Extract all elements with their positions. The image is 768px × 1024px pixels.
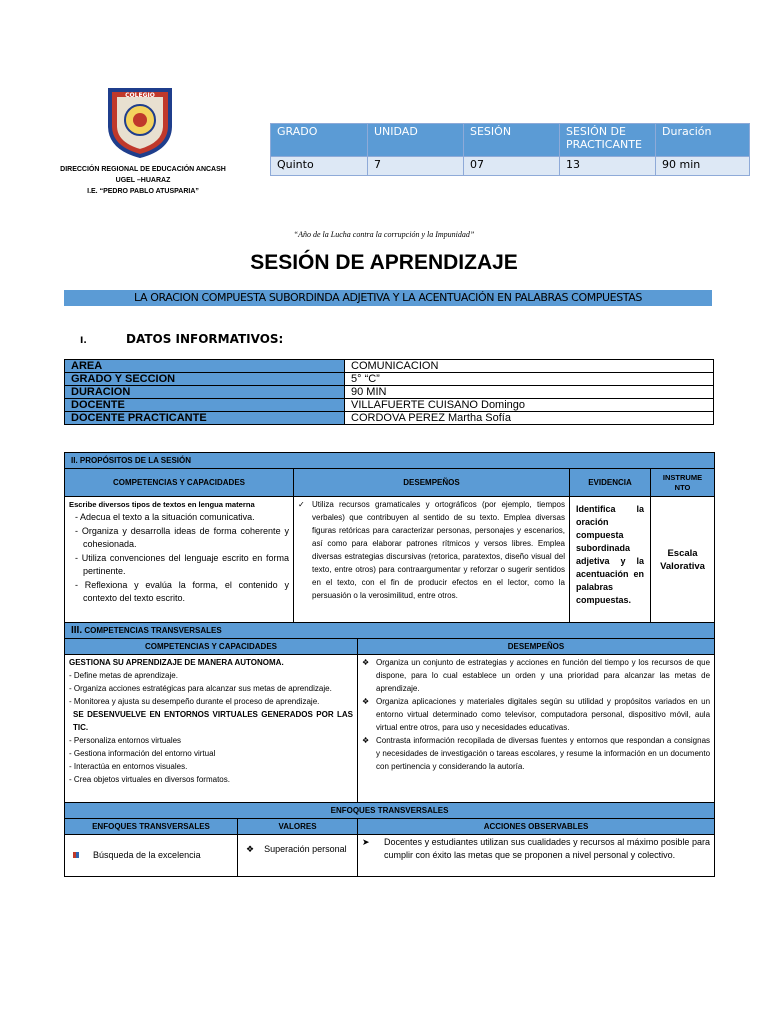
header-grado: GRADO (271, 124, 368, 157)
institution-line2: UGEL –HUARAZ (115, 177, 171, 184)
comp1-title: GESTIONA SU APRENDIZAJE DE MANERA AUTONOMA. (69, 658, 284, 667)
value-unidad: 7 (368, 157, 464, 176)
datos-row (65, 399, 714, 412)
col-acciones: ACCIONES OBSERVABLES (358, 819, 715, 835)
diamond-bullet-icon: ❖ (362, 697, 370, 706)
enfoque-text: Búsqueda de la excelencia (93, 850, 201, 860)
datos-key: DOCENTE PRACTICANTE (65, 412, 345, 425)
comp2-item: - Personaliza entornos virtuales (69, 736, 182, 745)
capacidad-item: - Utiliza convenciones del lenguaje escrito en forma pertinente. (75, 552, 290, 576)
transversales-competencias-cell (65, 655, 358, 803)
col-transversales-desempenos: DESEMPEÑOS (358, 639, 715, 655)
desempeno-text: Utiliza recursos gramaticales y ortográficos (por ejemplo, tiempos verbales) que contribuyen al sentido de su texto. Emplea diversas figuras retóricas para caracterizar personas, personajes y escenarios, así como para elaborar patrones rítmicos y versos libres. Emplea diversas estrategias discursivas (retorica, paratextos, diseño visual del texto, entre otros) para contraargumentar y reforzar o sugerir sentidos en el texto, con el fin de producir efectos en el lector, como la persuasión o la verosimilitud, entre otros. (312, 500, 565, 600)
col-evidencia: EVIDENCIA (570, 469, 651, 497)
col-valores: VALORES (238, 819, 358, 835)
accion-cell (358, 835, 715, 877)
institution-line3: I.E. “PEDRO PABLO ATUSPARIA” (87, 188, 199, 195)
transversal-desempeno: Organiza un conjunto de estrategias y acciones en función del tiempo y los recursos de que dispone, para lo cual establece un orden y una prioridad para alcanzar las metas de aprendizaje. (376, 658, 711, 693)
transversales-title (65, 623, 715, 639)
accion-text: Docentes y estudiantes utilizan sus cualidades y recursos al máximo posible para cumplir con éxito las metas que se proponen a nivel personal y colectivo. (384, 837, 711, 860)
value-grado: Quinto (271, 157, 368, 176)
enfoque-cell (65, 835, 238, 877)
competencia-cell (65, 497, 294, 623)
multicolor-bullet-icon (73, 852, 79, 858)
check-icon: ✓ (298, 500, 305, 509)
datos-key: DURACION (65, 386, 345, 399)
header-sesion: SESIÓN (464, 124, 560, 157)
col-transversales-competencias: COMPETENCIAS Y CAPACIDADES (65, 639, 358, 655)
col-desempenos: DESEMPEÑOS (294, 469, 570, 497)
header-sesion-practicante: SESIÓN DE PRACTICANTE (560, 124, 656, 157)
value-sesion: 07 (464, 157, 560, 176)
datos-row (65, 373, 714, 386)
col-competencias: COMPETENCIAS Y CAPACIDADES (65, 469, 294, 497)
datos-table (64, 359, 714, 425)
competencia-title: Escribe diversos tipos de textos en lengua materna (69, 500, 255, 509)
diamond-bullet-icon: ❖ (362, 736, 370, 745)
datos-value: 90 MIN (345, 386, 714, 399)
header-unidad: UNIDAD (368, 124, 464, 157)
institution-line1: DIRECCIÓN REGIONAL DE EDUCACIÓN ANCASH (60, 166, 226, 173)
comp2-title: SE DESENVUELVE EN ENTORNOS VIRTUALES GENERADOS POR LAS TIC. (73, 710, 353, 732)
value-sesion-practicante: 13 (560, 157, 656, 176)
evidencia-text: Identifica la oración compuesta subordinada adjetiva y la acentuación en palabras compuestas. (570, 497, 651, 623)
propositos-table (64, 452, 715, 877)
comp2-item: - Gestiona información del entorno virtual (69, 749, 216, 758)
col-enfoques: ENFOQUES TRANSVERSALES (65, 819, 238, 835)
datos-value: COMUNICACION (345, 360, 714, 373)
diamond-bullet-icon: ❖ (362, 658, 370, 667)
section-datos-heading (80, 332, 283, 346)
session-subtitle: LA ORACION COMPUESTA SUBORDINDA ADJETIVA Y LA ACENTUACIÓN EN PALABRAS COMPUESTAS (64, 290, 712, 306)
capacidad-item: - Reflexiona y evalúa la forma, el contenido y contexto del texto escrito. (75, 579, 289, 603)
enfoques-title: ENFOQUES TRANSVERSALES (65, 803, 715, 819)
datos-key: DOCENTE (65, 399, 345, 412)
logo-text: COLEGIO (125, 92, 155, 99)
datos-row (65, 360, 714, 373)
datos-key: GRADO Y SECCION (65, 373, 345, 386)
capacidad-item: - Organiza y desarrolla ideas de forma coherente y cohesionada. (75, 525, 289, 549)
diamond-bullet-icon: ❖ (246, 844, 255, 854)
transversales-num: III. (71, 625, 83, 636)
section-number: I. (80, 336, 87, 346)
col-instrumento: INSTRUME NTO (651, 469, 715, 497)
transversales-desempenos-cell (358, 655, 715, 803)
section-label: DATOS INFORMATIVOS: (126, 332, 284, 346)
valor-text: Superación personal (264, 844, 347, 854)
instrumento-text: Escala Valorativa (651, 497, 715, 623)
capacidad-item: - Adecua el texto a la situación comunicativa. (75, 512, 255, 522)
comp1-item: - Define metas de aprendizaje. (69, 671, 178, 680)
transversal-desempeno: Contrasta información recopilada de diversas fuentes y entornos que respondan a consignas y necesidades de investigación o tareas escolares, y resume la información en un documento con pertinencia y considerando la autoría. (376, 736, 711, 771)
value-duracion: 90 min (656, 157, 750, 176)
comp1-item: - Organiza acciones estratégicas para alcanzar sus metas de aprendizaje. (69, 684, 332, 693)
datos-row (65, 412, 714, 425)
propositos-title: II. PROPÓSITOS DE LA SESIÓN (65, 453, 715, 469)
datos-key: AREA (65, 360, 345, 373)
desempeno-cell (294, 497, 570, 623)
datos-value: VILLAFUERTE CUISANO Domingo (345, 399, 714, 412)
datos-value: 5° “C” (345, 373, 714, 386)
year-motto: “Año de la Lucha contra la corrupción y la Impunidad” (293, 230, 475, 239)
comp2-item: - Crea objetos virtuales en diversos formatos. (69, 775, 230, 784)
comp2-item: - Interactúa en entornos visuales. (69, 762, 188, 771)
datos-row (65, 386, 714, 399)
datos-value: CORDOVA PEREZ Martha Sofía (345, 412, 714, 425)
school-crest-icon (104, 86, 176, 158)
transversal-desempeno: Organiza aplicaciones y materiales digitales según su utilidad y propósitos variados en un entorno virtual determinado como televisor, computadora personal, dispositivo móvil, aula virtual entre otros, para uso y necesidades educativas. (376, 697, 711, 732)
institution-info (40, 164, 246, 197)
arrow-bullet-icon: ➤ (362, 837, 370, 847)
header-duracion: Duración (656, 124, 750, 157)
session-header-table (270, 123, 750, 176)
valor-cell (238, 835, 358, 877)
page-title: SESIÓN DE APRENDIZAJE (250, 251, 518, 274)
comp1-item: - Monitorea y ajusta su desempeño durante el proceso de aprendizaje. (69, 697, 320, 706)
transversales-label: COMPETENCIAS TRANSVERSALES (84, 626, 222, 635)
